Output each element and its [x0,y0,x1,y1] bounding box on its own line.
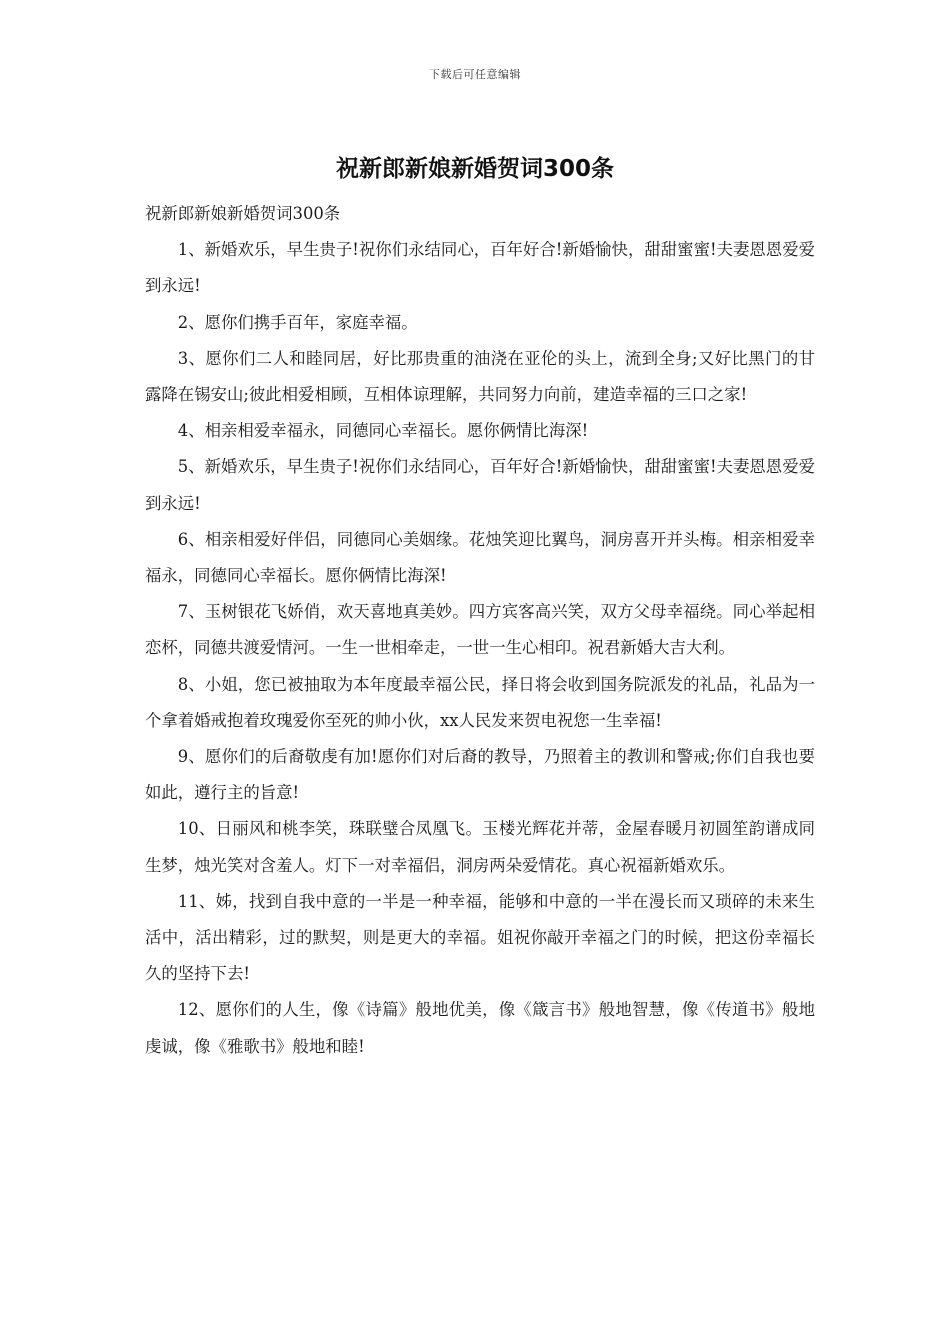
paragraph-8: 8、小姐，您已被抽取为本年度最幸福公民，择日将会收到国务院派发的礼品，礼品为一个拿着婚戒抱着玫瑰爱你至死的帅小伙，xx人民发来贺电祝您一生幸福! [145,674,815,730]
paragraph-9: 9、愿你们的后裔敬虔有加!愿你们对后裔的教导，乃照着主的教训和警戒;你们自我也要如此，遵行主的旨意! [145,747,815,803]
paragraph-4: 4、相亲相爱幸福永，同德同心幸福长。愿你俩情比海深! [177,421,589,441]
document-body [145,196,815,1065]
paragraph-5: 5、新婚欢乐，早生贵子!祝你们永结同心，百年好合!新婚愉快，甜甜蜜蜜!夫妻恩恩爱爱到永远! [145,457,815,513]
paragraph-12: 12、愿你们的人生，像《诗篇》般地优美，像《箴言书》般地智慧，像《传道书》般地虔诚，像《雅歌书》般地和睦! [145,1000,815,1056]
header-note: 下载后可任意编辑 [429,68,521,81]
paragraph-10: 10、日丽风和桃李笑，珠联璧合凤凰飞。玉楼光辉花并蒂，金屋春暖月初圆笙韵谱成同生梦，烛光笑对含羞人。灯下一对幸福侣，洞房两朵爱情花。真心祝福新婚欢乐。 [145,819,815,875]
paragraph-6: 6、相亲相爱好伴侣，同德同心美姻缘。花烛笑迎比翼鸟，洞房喜开并头梅。相亲相爱幸福永，同德同心幸福长。愿你俩情比海深! [145,529,815,586]
paragraph-11: 11、姊，找到自我中意的一半是一种幸福，能够和中意的一半在漫长而又琐碎的未来生活中，活出精彩，过的默契，则是更大的幸福。姐祝你敲开幸福之门的时候，把这份幸福长久的坚持下去! [145,891,815,984]
paragraph-7: 7、玉树银花飞娇俏，欢天喜地真美妙。四方宾客高兴笑，双方父母幸福绕。同心举起相恋杯，同德共渡爱情河。一生一世相牵走，一世一生心相印。祝君新婚大吉大利。 [145,602,815,658]
paragraph-3: 3、愿你们二人和睦同居，好比那贵重的油浇在亚伦的头上，流到全身;又好比黑门的甘露降在锡安山;彼此相爱相顾，互相体谅理解，共同努力向前，建造幸福的三口之家! [145,348,815,405]
document-title: 祝新郎新娘新婚贺词300条 [335,156,614,182]
subtitle-line: 祝新郎新娘新婚贺词300条 [145,204,341,223]
paragraph-2: 2、愿你们携手百年，家庭幸福。 [177,312,418,332]
paragraph-1: 1、新婚欢乐，早生贵子!祝你们永结同心，百年好合!新婚愉快，甜甜蜜蜜!夫妻恩恩爱爱到永远! [145,240,815,296]
